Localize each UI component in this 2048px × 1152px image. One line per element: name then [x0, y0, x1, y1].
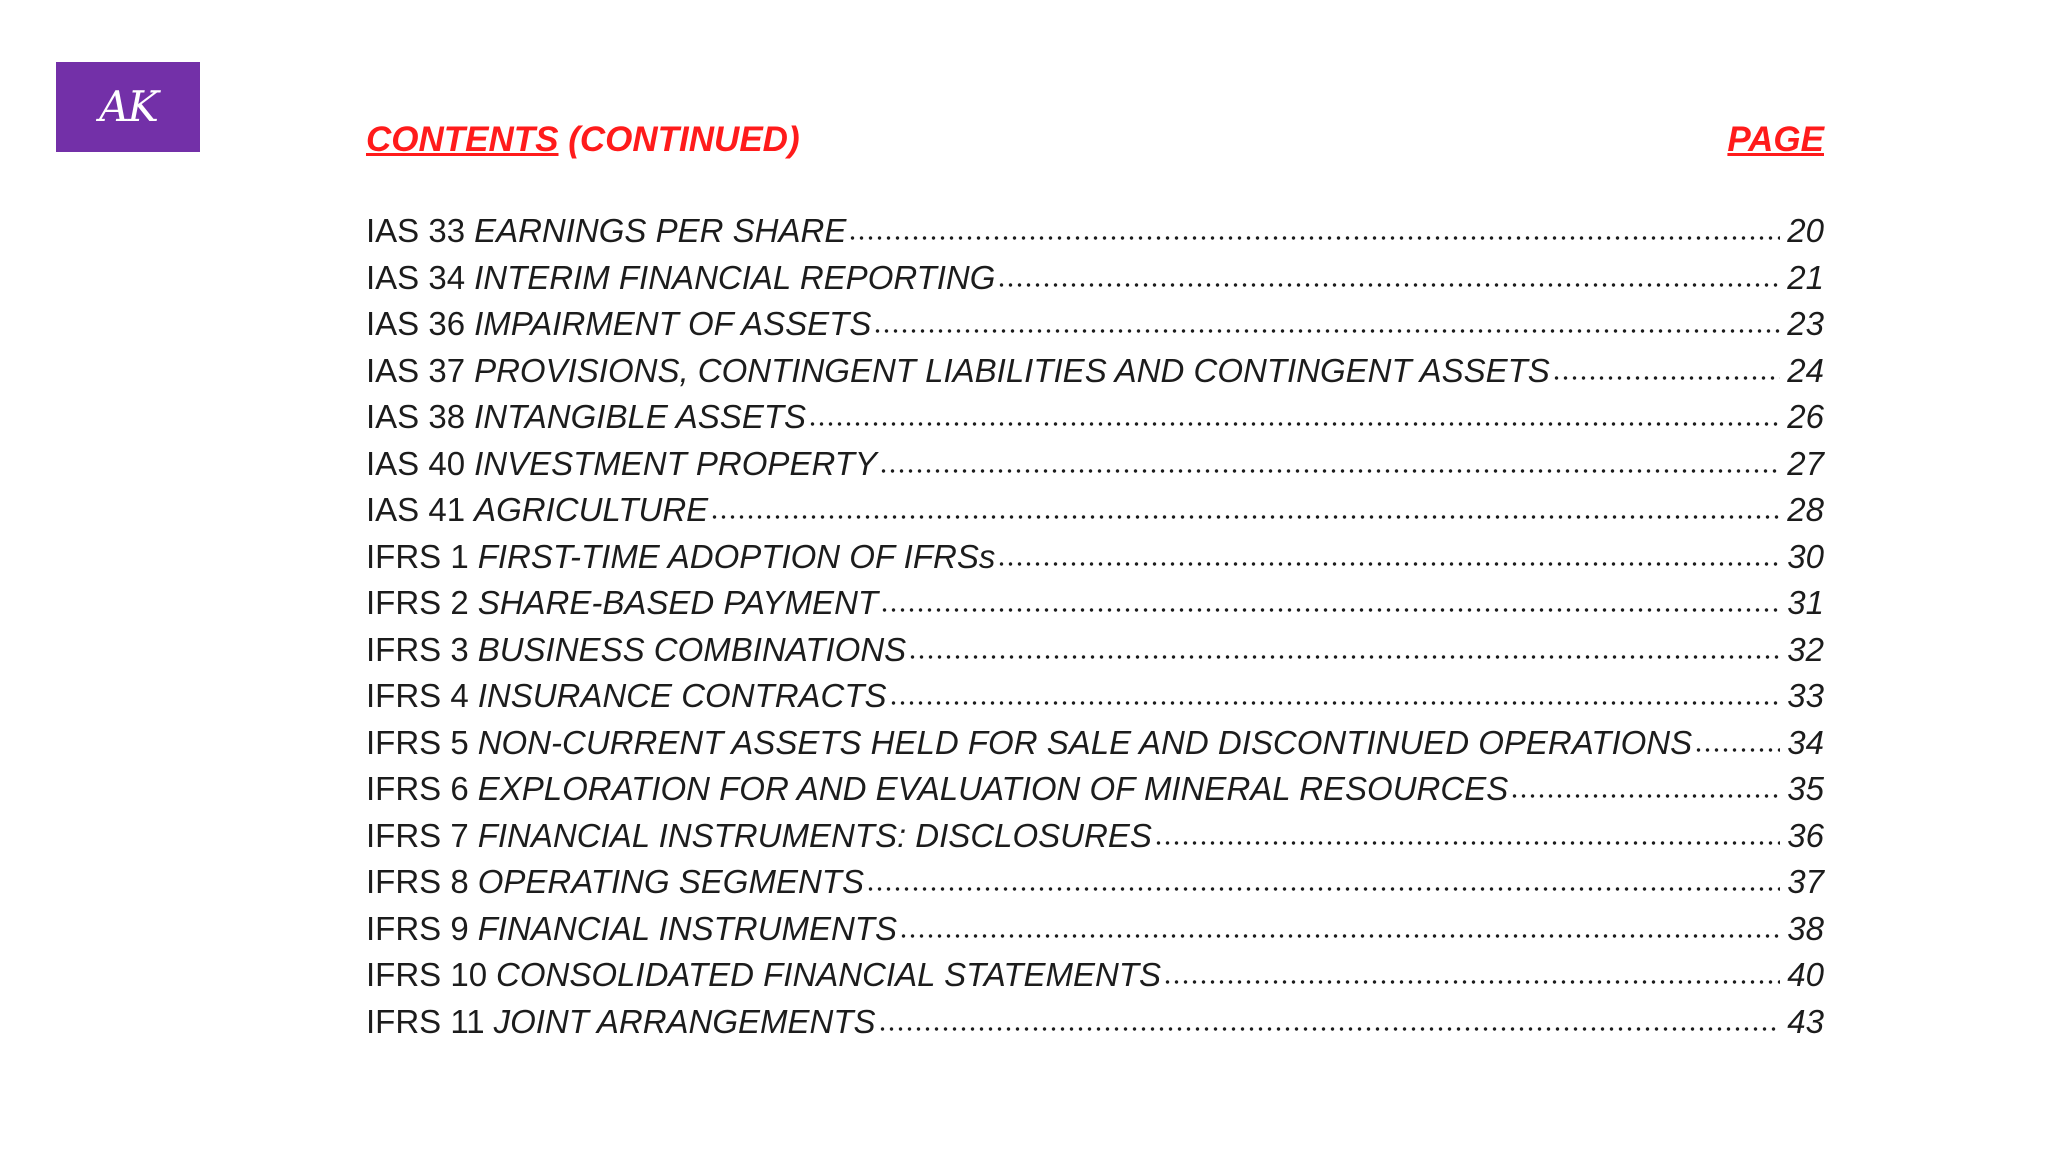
toc-entry[interactable]: [366, 720, 1824, 767]
standard-code: IFRS 10: [366, 956, 488, 994]
standard-code: IFRS 11: [366, 1002, 485, 1040]
toc-entry[interactable]: [366, 534, 1824, 581]
page-number: 20: [1787, 212, 1824, 250]
dot-leader: [1154, 838, 1780, 848]
standard-title: CONSOLIDATED FINANCIAL STATEMENTS: [496, 956, 1162, 994]
standard-title: INSURANCE CONTRACTS: [477, 677, 887, 715]
standard-title: JOINT ARRANGEMENTS: [493, 1002, 876, 1040]
dot-leader: [997, 280, 1780, 290]
standard-code: IFRS 2: [366, 584, 469, 622]
dot-leader: [1694, 745, 1780, 755]
page-number: 35: [1787, 770, 1824, 808]
toc-entry[interactable]: [366, 813, 1824, 860]
standard-code: IAS 36: [366, 305, 466, 343]
standard-title: OPERATING SEGMENTS: [477, 863, 864, 901]
standard-title: PROVISIONS, CONTINGENT LIABILITIES AND CONTINGENT ASSETS: [474, 351, 1550, 389]
standard-code: IAS 40: [366, 444, 466, 482]
dot-leader: [997, 559, 1780, 569]
standard-code: IFRS 9: [366, 909, 469, 947]
logo: [56, 62, 200, 152]
continued-label: (CONTINUED): [568, 120, 800, 159]
standard-code: IFRS 7: [366, 816, 469, 854]
contents-header: [366, 116, 1824, 164]
standard-title: INVESTMENT PROPERTY: [474, 444, 877, 482]
standard-code: IFRS 6: [366, 770, 469, 808]
toc-entry[interactable]: [366, 859, 1824, 906]
page-number: 26: [1787, 398, 1824, 436]
dot-leader: [710, 512, 1780, 522]
page-number: 30: [1787, 537, 1824, 575]
dot-leader: [1510, 791, 1780, 801]
page-number: 24: [1787, 351, 1824, 389]
standard-code: IFRS 8: [366, 863, 469, 901]
standard-title: EXPLORATION FOR AND EVALUATION OF MINERAL RESOURCES: [477, 770, 1509, 808]
page-number: 21: [1787, 258, 1824, 296]
standard-title: BUSINESS COMBINATIONS: [477, 630, 907, 668]
page-number: 38: [1787, 909, 1824, 947]
dot-leader: [880, 605, 1780, 615]
toc-entry[interactable]: [366, 627, 1824, 674]
standard-title: SHARE-BASED PAYMENT: [477, 584, 879, 622]
toc-entry[interactable]: [366, 208, 1824, 255]
toc-entry[interactable]: [366, 673, 1824, 720]
toc-entry[interactable]: [366, 952, 1824, 999]
standard-title: AGRICULTURE: [474, 491, 709, 529]
page-number: 27: [1787, 444, 1824, 482]
toc-entry[interactable]: [366, 394, 1824, 441]
standard-code: IAS 37: [366, 351, 466, 389]
page-number: 40: [1787, 956, 1824, 994]
logo-text: AK: [99, 82, 157, 131]
contents-title: CONTENTS: [366, 120, 559, 159]
toc-entry[interactable]: [366, 255, 1824, 302]
standard-code: IFRS 5: [366, 723, 469, 761]
dot-leader: [908, 652, 1780, 662]
standard-title: FINANCIAL INSTRUMENTS: [477, 909, 897, 947]
page-number: 43: [1787, 1002, 1824, 1040]
toc-entry[interactable]: [366, 487, 1824, 534]
page-number: 28: [1787, 491, 1824, 529]
standard-title: NON-CURRENT ASSETS HELD FOR SALE AND DISCONTINUED OPERATIONS: [477, 723, 1693, 761]
standard-code: IAS 34: [366, 258, 466, 296]
standard-code: IAS 41: [366, 491, 466, 529]
page-title: [366, 120, 800, 160]
standard-code: IFRS 1: [366, 537, 469, 575]
page-number: 31: [1787, 584, 1824, 622]
standard-title: INTANGIBLE ASSETS: [474, 398, 806, 436]
page-number: 37: [1787, 863, 1824, 901]
standard-title: IMPAIRMENT OF ASSETS: [474, 305, 872, 343]
dot-leader: [808, 419, 1780, 429]
dot-leader: [899, 931, 1780, 941]
toc-entry[interactable]: [366, 301, 1824, 348]
standard-title: EARNINGS PER SHARE: [474, 212, 847, 250]
page-number: 32: [1787, 630, 1824, 668]
dot-leader: [1163, 977, 1780, 987]
page-number: 23: [1787, 305, 1824, 343]
toc-entry[interactable]: [366, 580, 1824, 627]
page-number: 34: [1787, 723, 1824, 761]
dot-leader: [1552, 373, 1780, 383]
standard-code: IAS 38: [366, 398, 466, 436]
page-column-label: PAGE: [1727, 120, 1824, 159]
page-number: 36: [1787, 816, 1824, 854]
toc-entry[interactable]: [366, 441, 1824, 488]
dot-leader: [848, 233, 1780, 243]
standard-title: INTERIM FINANCIAL REPORTING: [474, 258, 996, 296]
standard-title: FIRST-TIME ADOPTION OF IFRSs: [477, 537, 996, 575]
standard-code: IAS 33: [366, 212, 466, 250]
dot-leader: [866, 884, 1780, 894]
toc-entry[interactable]: [366, 906, 1824, 953]
dot-leader: [878, 1024, 1780, 1034]
dot-leader: [879, 466, 1780, 476]
toc-entry[interactable]: [366, 766, 1824, 813]
toc-entry[interactable]: [366, 999, 1824, 1046]
dot-leader: [873, 326, 1780, 336]
standard-code: IFRS 4: [366, 677, 469, 715]
dot-leader: [889, 698, 1780, 708]
standard-code: IFRS 3: [366, 630, 469, 668]
page-number: 33: [1787, 677, 1824, 715]
standard-title: FINANCIAL INSTRUMENTS: DISCLOSURES: [477, 816, 1152, 854]
toc-entry[interactable]: [366, 348, 1824, 395]
contents-list: [366, 208, 1824, 1045]
